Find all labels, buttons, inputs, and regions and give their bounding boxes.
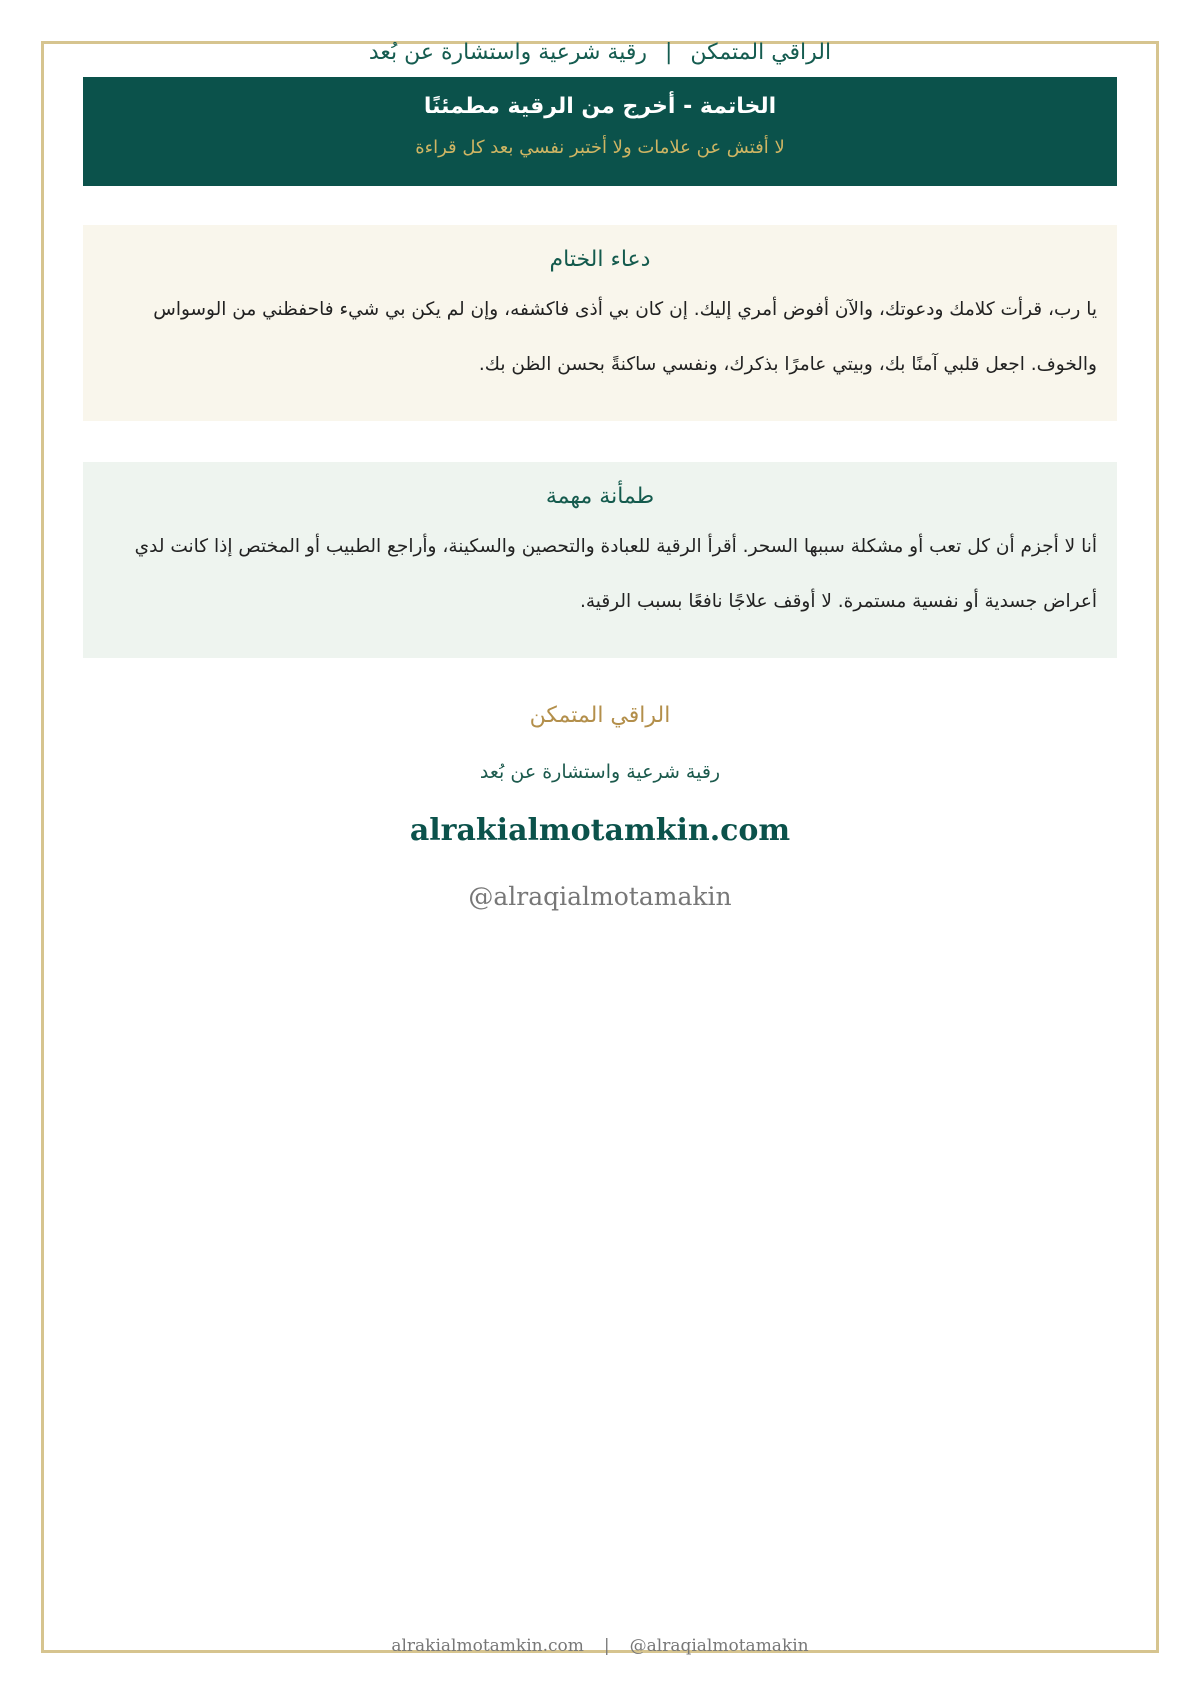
banner-title: الخاتمة - أخرج من الرقية مطمئنًا bbox=[423, 94, 777, 119]
closing-dua-heading: دعاء الختام bbox=[549, 247, 651, 272]
footer-separator: | bbox=[603, 1636, 610, 1656]
header-separator: | bbox=[665, 40, 673, 65]
footer-social-handle[interactable]: @alraqialmotamakin bbox=[629, 1636, 809, 1656]
banner-subtitle: لا أفتش عن علامات ولا أختبر نفسي بعد كل قراءة bbox=[415, 137, 785, 158]
brand-tagline: رقية شرعية واستشارة عن بُعد bbox=[479, 761, 721, 783]
footer-website-link[interactable]: alrakialmotamkin.com bbox=[391, 1636, 584, 1656]
closing-dua-text: يا رب، قرأت كلامك ودعوتك، والآن أفوض أمري إليك. إن كان بي أذى فاكشفه، وإن لم يكن بي شيء فاحفظني من الوسواس والخوف. اجعل قلبي آمنًا بك، وبيتي عامرًا بذكرك، ونفسي ساكنةً بحسن الظن بك. bbox=[153, 299, 1097, 375]
page-header bbox=[44, 40, 1156, 65]
brand-social-handle[interactable]: @alraqialmotamakin bbox=[468, 882, 732, 911]
reassurance-text: أنا لا أجزم أن كل تعب أو مشكلة سببها السحر. أقرأ الرقية للعبادة والتحصين والسكينة، وأراجع الطبيب أو المختص إذا كانت لدي أعراض جسدية أو نفسية مستمرة. لا أوقف علاجًا نافعًا بسبب الرقية. bbox=[134, 536, 1097, 612]
header-tagline: رقية شرعية واستشارة عن بُعد bbox=[368, 40, 647, 65]
page-footer bbox=[44, 1636, 1156, 1656]
brand-name: الراقي المتمكن bbox=[529, 703, 671, 728]
header-brand: الراقي المتمكن bbox=[690, 40, 832, 65]
reassurance-heading: طمأنة مهمة bbox=[545, 484, 655, 509]
reassurance-card bbox=[83, 462, 1117, 658]
brand-website-link[interactable]: alrakialmotamkin.com bbox=[409, 813, 791, 848]
closing-dua-card bbox=[83, 225, 1117, 421]
title-banner bbox=[83, 77, 1117, 186]
